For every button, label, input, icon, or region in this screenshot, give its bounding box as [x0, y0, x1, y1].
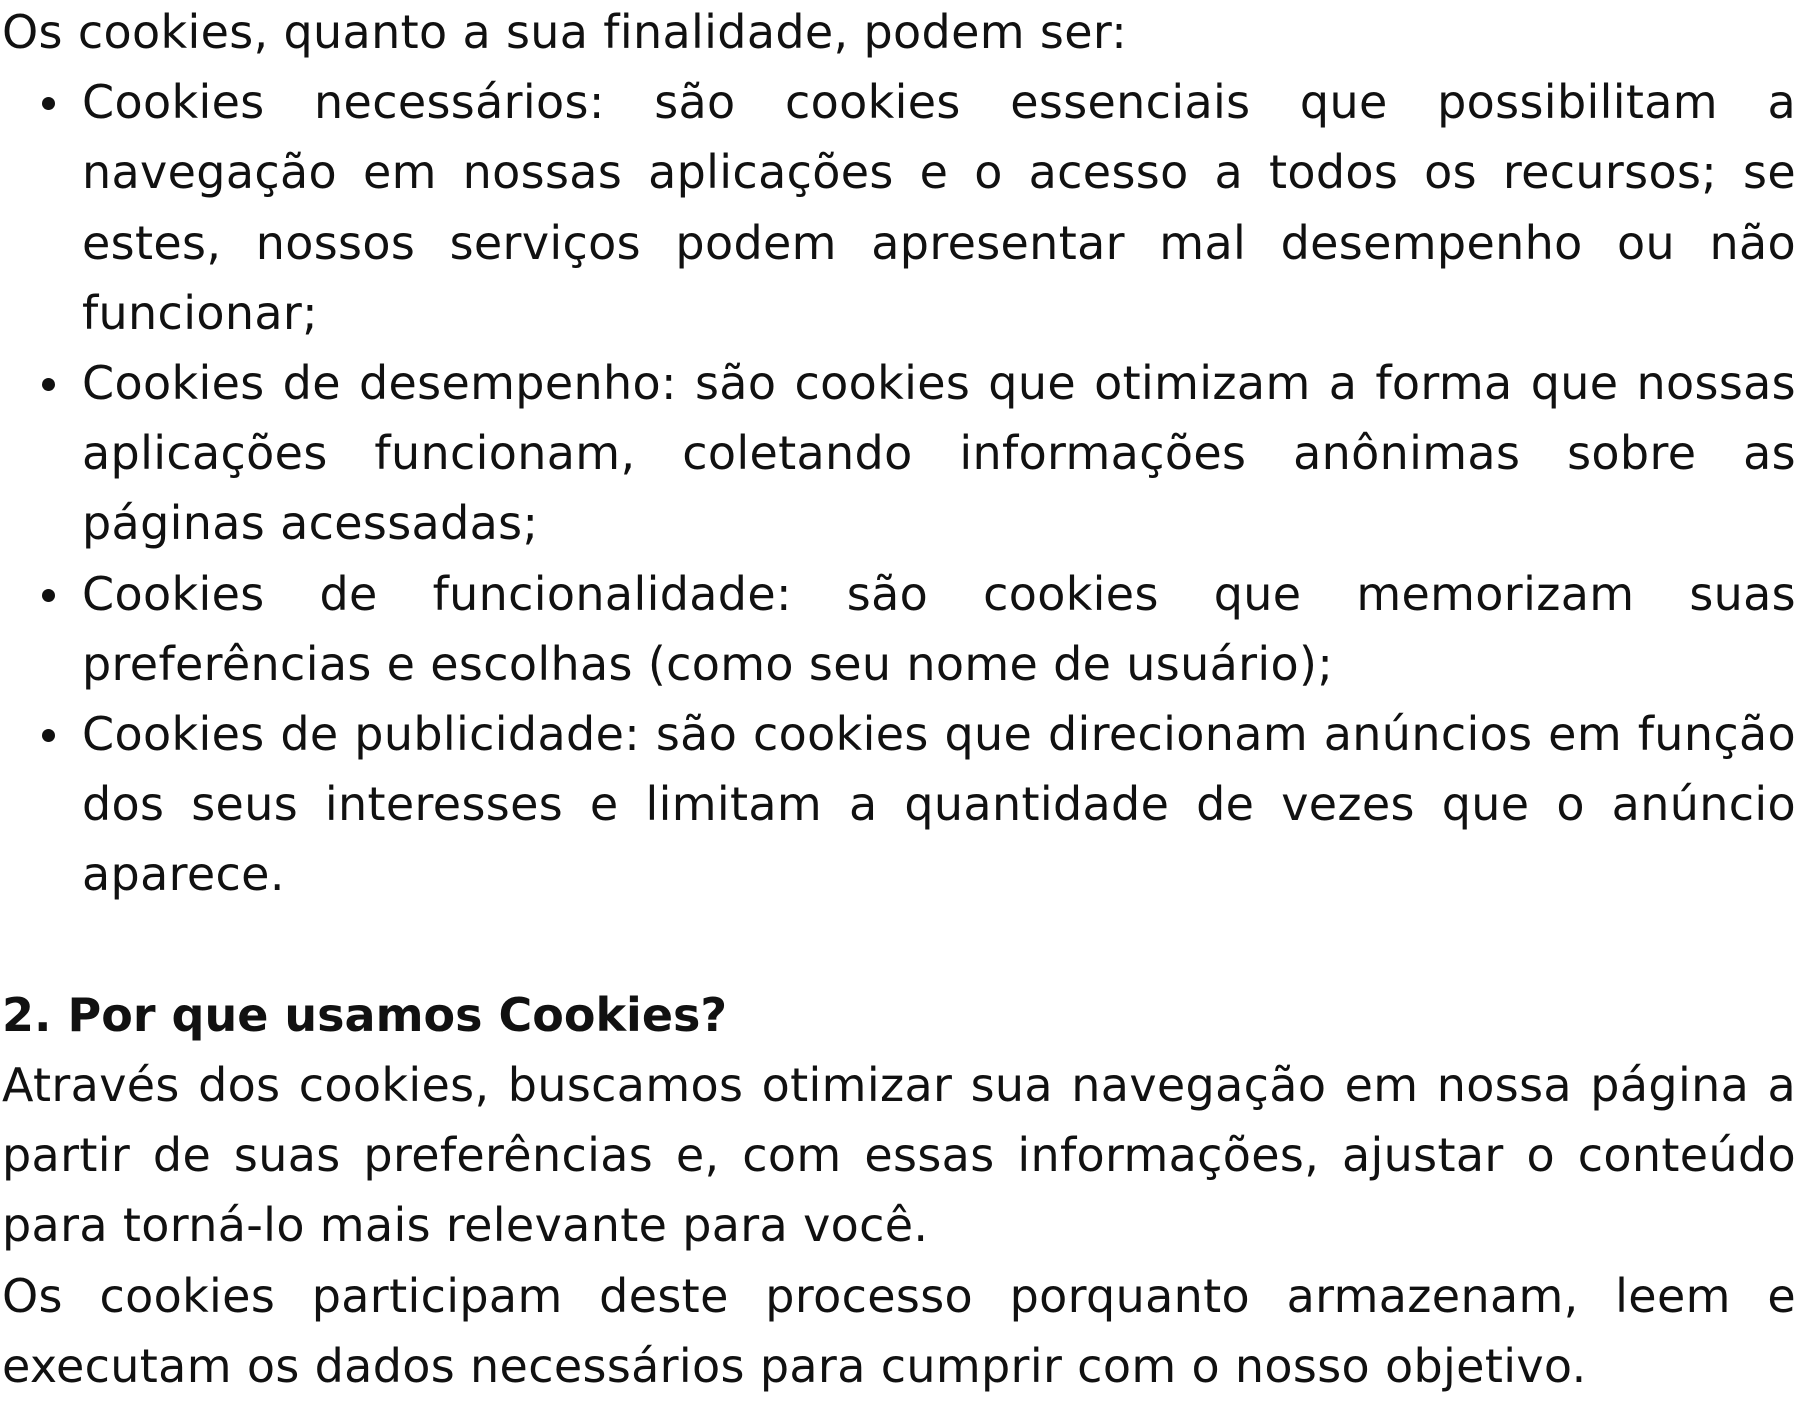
bullet-icon — [42, 378, 55, 391]
document-body — [2, 0, 1796, 1401]
intro-text: Os cookies, quanto a sua finalidade, podem ser: — [2, 5, 1128, 59]
section-heading: 2. Por que usamos Cookies? — [2, 987, 728, 1042]
list-item — [82, 559, 1796, 699]
bullet-icon — [42, 97, 55, 110]
list-item-text: Cookies de publicidade: são cookies que direcionam anúncios em função dos seus interesses e limitam a quantidade de vezes que o anúncio aparece. — [82, 707, 1796, 902]
list-item — [82, 67, 1796, 348]
list-item — [82, 699, 1796, 910]
paragraph: Os cookies participam deste processo porquanto armazenam, leem e executam os dados necessários para cumprir com o nosso objetivo. — [2, 1268, 1796, 1393]
list-item-text: Cookies de desempenho: são cookies que otimizam a forma que nossas aplicações funcionam, coletando informações anônimas sobre as páginas acessadas; — [82, 356, 1796, 551]
cookie-type-list — [2, 67, 1796, 909]
section-spacer — [2, 910, 1796, 980]
bullet-icon — [42, 729, 55, 742]
list-item-text: Cookies de funcionalidade: são cookies que memorizam suas preferências e escolhas (como seu nome de usuário); — [82, 566, 1796, 691]
bullet-icon — [42, 589, 55, 602]
paragraph: Através dos cookies, buscamos otimizar sua navegação em nossa página a partir de suas preferências e, com essas informações, ajustar o conteúdo para torná-lo mais relevante para você. — [2, 1058, 1796, 1253]
list-item-text: Cookies necessários: são cookies essenciais que possibilitam a navegação em nossas aplicações e o acesso a todos os recursos; se estes, nossos serviços podem apresentar mal desempenho ou não funcionar; — [82, 75, 1796, 340]
list-item — [82, 348, 1796, 559]
